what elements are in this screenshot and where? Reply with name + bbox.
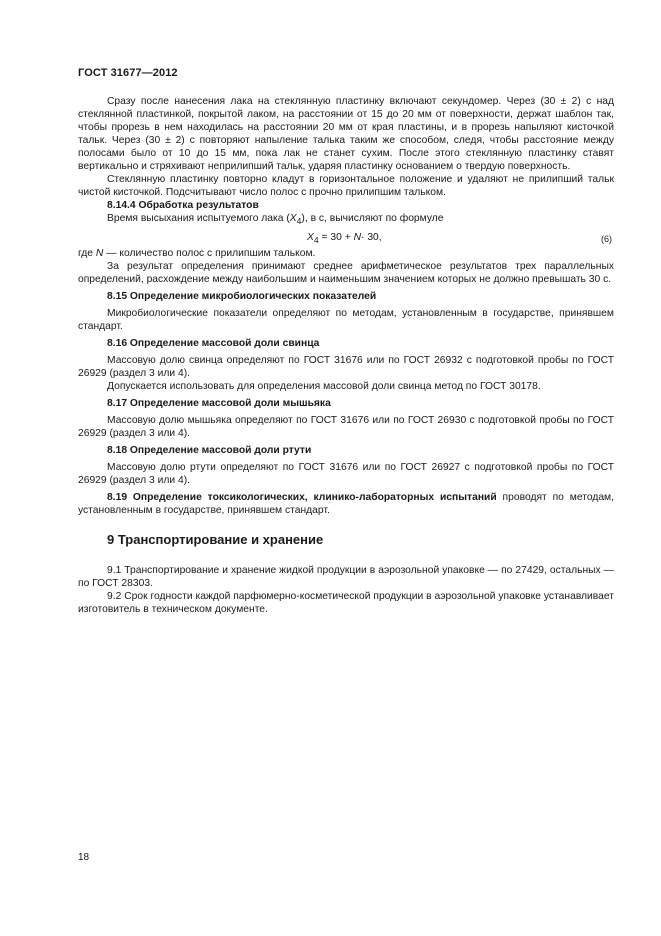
paragraph-arsenic: Массовую долю мышьяка определяют по ГОСТ 31676 или по ГОСТ 26930 с подготовкой пробы по ГОСТ 26929 (раздел 3 или 4).	[78, 415, 614, 440]
formula-6	[78, 229, 614, 247]
heading-8-14-4: 8.14.4 Обработка результатов	[107, 200, 259, 211]
formula-variable-x: X	[307, 232, 314, 244]
subscript: 4	[296, 216, 302, 227]
heading-section-9: 9 Транспортирование и хранение	[107, 532, 324, 548]
heading-8-18: 8.18 Определение массовой доли ртути	[107, 445, 312, 457]
variable-n: N	[95, 248, 104, 260]
formula-number: (6)	[601, 234, 612, 245]
variable-x: X	[289, 213, 297, 224]
formula-rhs: = 30 +	[318, 232, 354, 244]
text-segment: Время высыхания испытуемого лака (	[107, 213, 290, 224]
paragraph-lead: Массовую долю свинца определяют по ГОСТ 31676 или по ГОСТ 26932 с подготовкой пробы по ГОСТ 26929 (раздел 3 или 4).	[78, 355, 614, 380]
paragraph-talc-application: Сразу после нанесения лака на стеклянную пластинку включают секундомер. Через (30 ± 2) с над стеклянной пластинкой, покрытой лаком, на расстоянии от 15 до 20 мм от поверхности, держат шаблон так, чтобы прорезь в нем находилась на расстоянии 20 мм от края пластины, и в прорезь напыляют кисточкой тальк. Через (30 ± 2) с повторяют напыление талька таким же способом, следя, чтобы расстояние между полосами было от 10 до 15 мм, пока лак не станет сухим. После этого стеклянную пластинку ставят вертикально и стряхивают неприлипший тальк, ударяя пластинку основанием о твердую поверхность.	[78, 96, 614, 172]
page-number: 18	[78, 852, 90, 863]
heading-8-17: 8.17 Определение массовой доли мышьяка	[107, 398, 331, 410]
document-header: ГОСТ 31677—2012	[78, 67, 178, 79]
formula-subscript: 4	[313, 235, 319, 246]
formula-expression	[307, 231, 382, 247]
heading-8-15: 8.15 Определение микробиологических показателей	[107, 291, 377, 303]
formula-variable-n: N	[353, 232, 362, 244]
heading-8-19: 8.19 Определение токсикологических, клинико-лабораторных испытаний	[107, 492, 497, 504]
text-segment: ), в с, вычисляют по формуле	[301, 213, 444, 224]
paragraph-microbiology: Микробиологические показатели определяют по методам, установленным в государстве, принявшем стандарт.	[78, 308, 614, 333]
text-segment: проводят по методам, установленным в государстве, принявшем стандарт.	[78, 492, 614, 517]
paragraph-lead-alt-method: Допускается использовать для определения массовой доли свинца метод по ГОСТ 30178.	[107, 381, 541, 393]
formula-multiply: ·	[361, 232, 365, 244]
heading-8-16: 8.16 Определение массовой доли свинца	[107, 338, 320, 350]
text-segment: — количество полос с прилипшим тальком.	[103, 248, 316, 260]
paragraph-drying-time	[78, 212, 614, 228]
paragraph-mercury: Массовую долю ртути определяют по ГОСТ 31676 или по ГОСТ 26927 с подготовкой пробы по ГОСТ 26929 (раздел 3 или 4).	[78, 462, 614, 487]
paragraph-where-n	[78, 247, 614, 260]
paragraph-9-1: 9.1 Транспортирование и хранение жидкой продукции в аэрозольной упаковке — по 27429, остальных — по ГОСТ 28303.	[78, 565, 614, 590]
paragraph-talc-removal: Стеклянную пластинку повторно кладут в горизонтальное положение и удаляют не прилипший тальк чистой кисточкой. Подсчитывают число полос с прочно прилипшим тальком.	[78, 174, 614, 198]
paragraph-toxicology	[78, 491, 614, 517]
paragraph-result-average: За результат определения принимают среднее арифметическое результатов трех параллельных определений, расхождение между наибольшим и наименьшим значением которых не должно превышать 30 с.	[78, 261, 614, 286]
formula-tail: 30,	[364, 232, 382, 244]
document-body	[78, 95, 614, 616]
paragraph-9-2: 9.2 Срок годности каждой парфюмерно-косметической продукции в аэрозольной упаковке устанавливает изготовитель в техническом документе.	[78, 591, 614, 616]
text-segment: где	[78, 248, 96, 260]
